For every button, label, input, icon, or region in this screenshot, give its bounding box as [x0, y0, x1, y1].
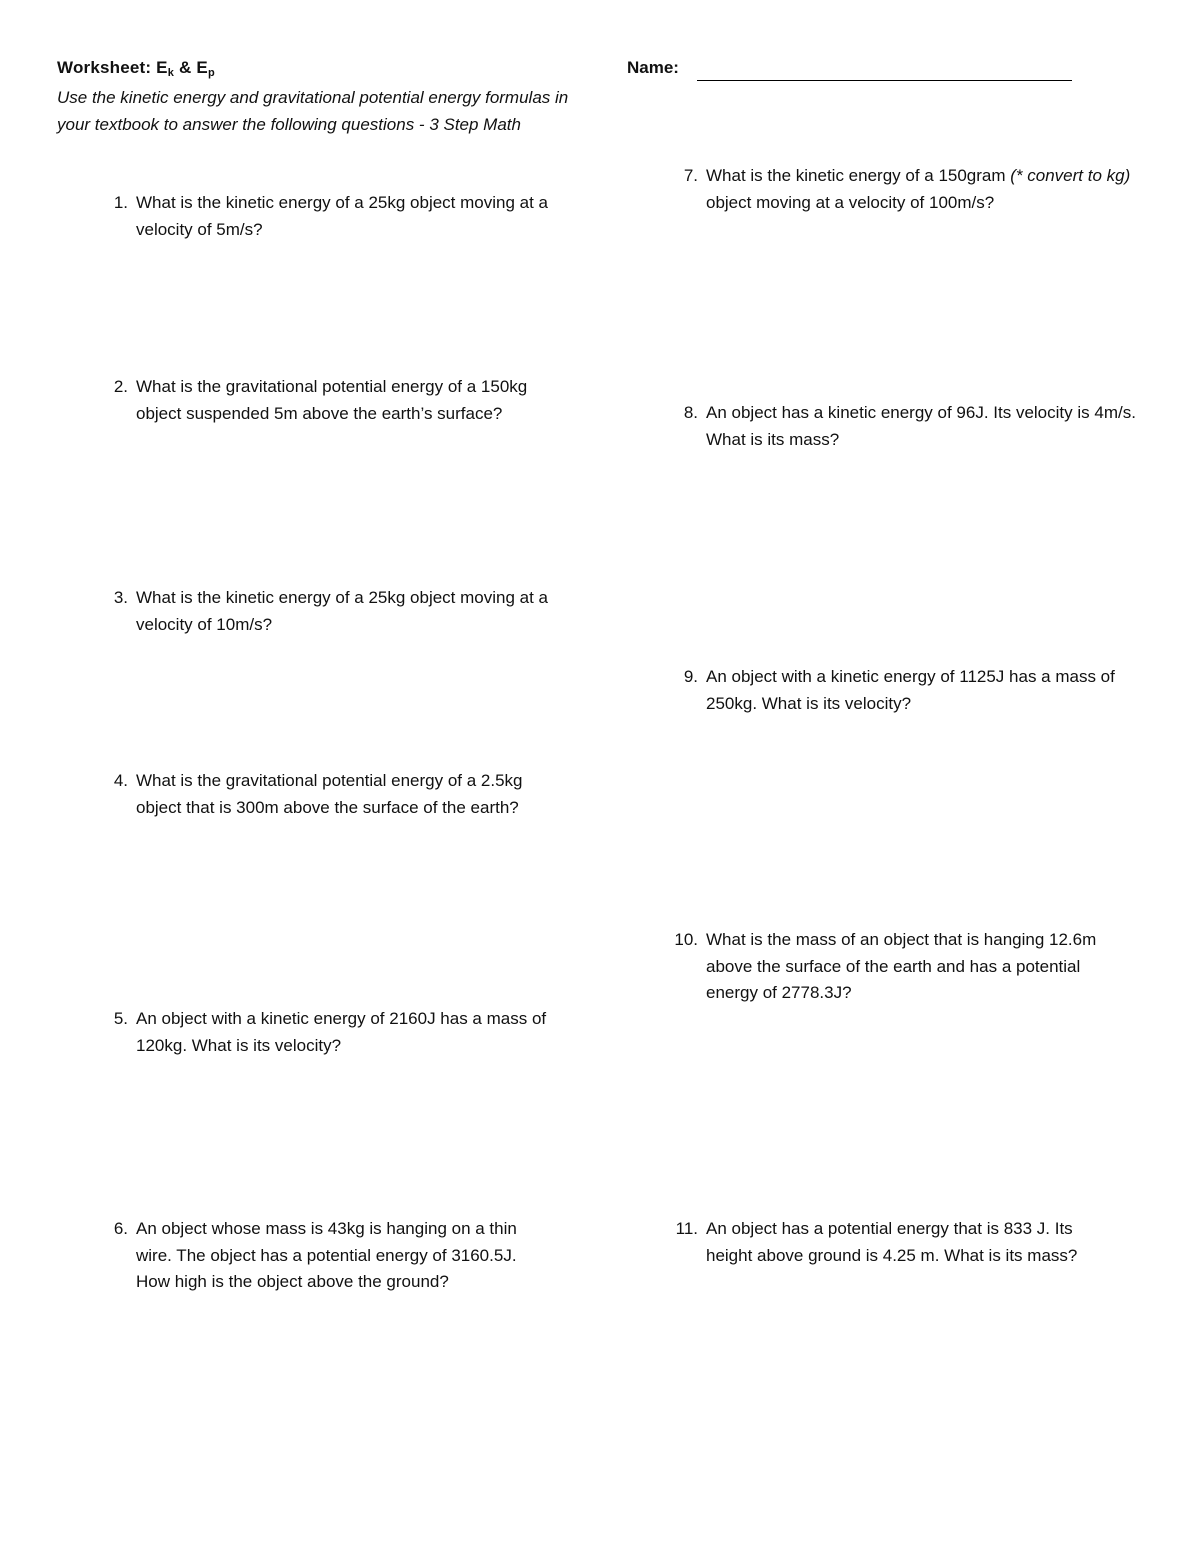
question-10: 10. What is the mass of an object that is hanging 12.6m above the surface of the earth and has a potential energy of 2778.3J?	[674, 930, 1097, 1002]
question-5: 5. An object with a kinetic energy of 2160J has a mass of 120kg. What is its velocity?	[113, 1009, 547, 1055]
question-6: 6. An object whose mass is 43kg is hanging on a thin wire. The object has a potential energy of 3160.5J. How high is the object above the ground?	[113, 1219, 517, 1291]
question-4: 4. What is the gravitational potential energy of a 2.5kg object that is 300m above the surface of the earth?	[113, 771, 523, 817]
worksheet-title: Worksheet: $E_k$ & $E_p$	[57, 58, 215, 79]
question-7: 7. What is the kinetic energy of a 150gram (* convert to kg) object moving at a velocity of 100m/s?	[683, 166, 1131, 212]
name-field-line[interactable]	[697, 80, 1072, 81]
question-2: 2. What is the gravitational potential energy of a 150kg object suspended 5m above the earth’s surface?	[113, 377, 528, 423]
instructions: Use the kinetic energy and gravitational potential energy formulas in your textbook to answer the following questions - 3 Step Math	[57, 88, 569, 134]
question-9: 9. An object with a kinetic energy of 1125J has a mass of 250kg. What is its velocity?	[683, 667, 1115, 713]
question-11: 11. An object has a potential energy that is 833 J. Its height above ground is 4.25 m. What is its mass?	[675, 1219, 1078, 1265]
title-subscript-p: p	[207, 67, 215, 79]
name-label: Name:	[627, 58, 679, 77]
question-1: 1. What is the kinetic energy of a 25kg object moving at a velocity of 5m/s?	[113, 193, 549, 239]
question-3: 3. What is the kinetic energy of a 25kg object moving at a velocity of 10m/s?	[113, 588, 549, 634]
convert-note: (* convert to kg)	[1010, 166, 1131, 185]
question-8: 8. An object has a kinetic energy of 96J. Its velocity is 4m/s. What is its mass?	[683, 403, 1136, 449]
title-subscript-k: k	[167, 67, 175, 79]
